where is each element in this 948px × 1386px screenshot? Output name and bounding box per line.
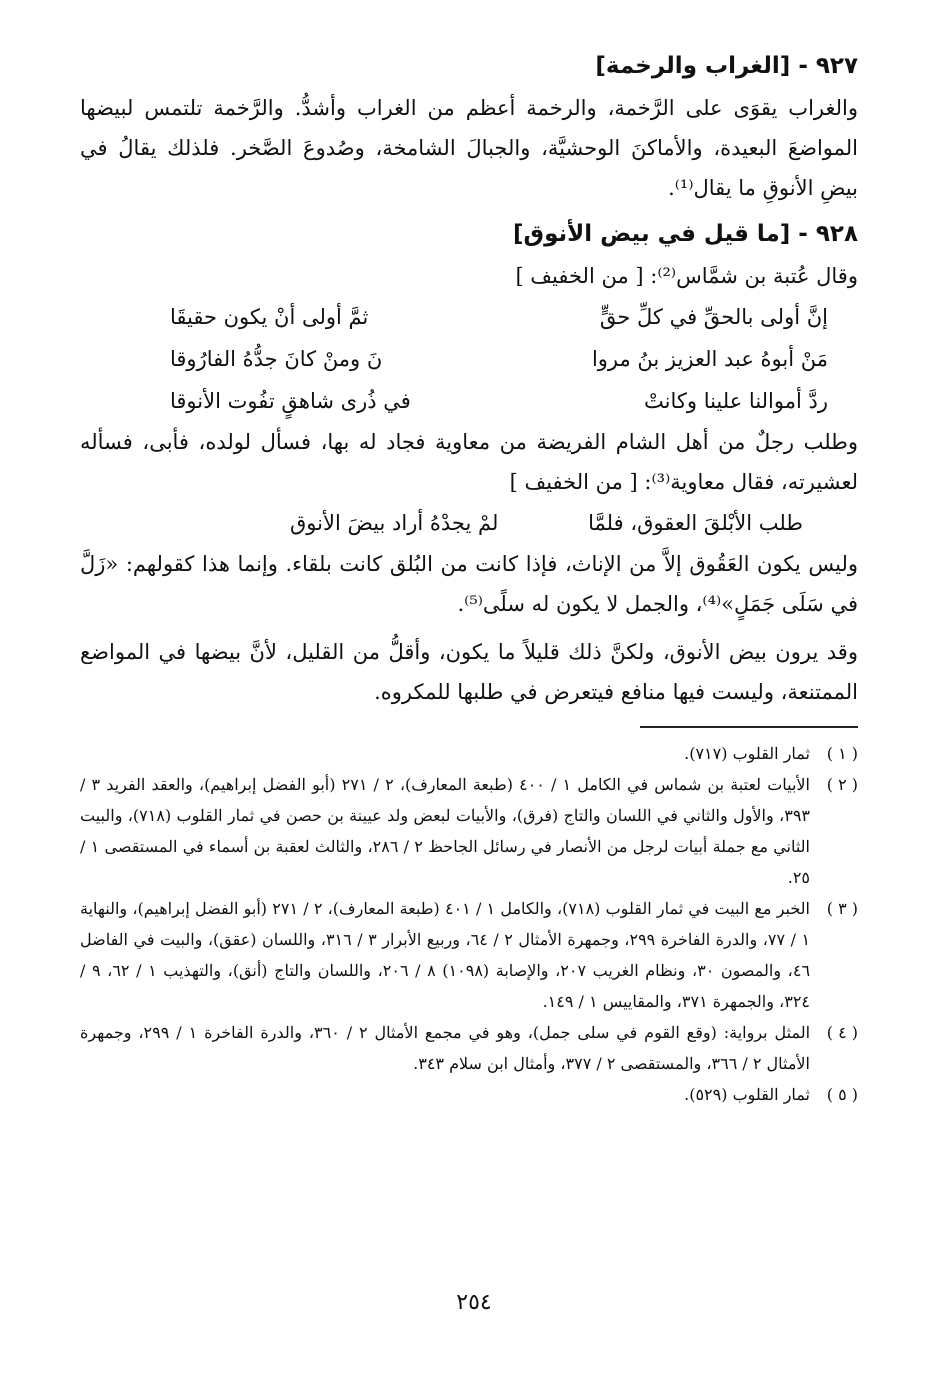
footnote-2-number: ( ٢ ): [826, 775, 858, 794]
footnote-3-number: ( ٣ ): [826, 899, 858, 918]
footnote-3: [80, 893, 858, 1017]
verse-1-second-hemistich: ثمَّ أولى أنْ يكون حقيقَا: [170, 305, 369, 329]
paragraph-muawiya-story: وطلب رجلٌ من أهل الشام الفريضة من معاوية فجاد له بها، فسأل لولده، فأبى، فسأله لعشيرته، فقال معاوية⁽³⁾: [ من الخفيف ]: [80, 430, 858, 494]
book-page: [80, 40, 858, 1110]
footnote-4-text: المثل برواية: (وقع القوم في سلى جمل)، وهو في مجمع الأمثال ٢ / ٣٦٠، والدرة الفاخرة ١ / ٢٩٩، وجمهرة الأمثال ٢ / ٣٦٦، والمستقصى ٢ / ٣٧٧، وأمثال ابن سلام ٣٤٣.: [80, 1023, 811, 1073]
verse-muawiya-first-hemistich: طلب الأبْلقَ العقوق، فلمَّا: [588, 511, 803, 535]
footnote-4: [80, 1017, 858, 1079]
page-number: ٢٥٤: [456, 1290, 492, 1315]
footnote-5-text: ثمار القلوب (٥٢٩).: [684, 1085, 810, 1104]
verse-line-3: [80, 380, 858, 422]
footnote-4-number: ( ٤ ): [826, 1023, 858, 1042]
verse-3-second-hemistich: في ذُرى شاهقٍ تفُوت الأنوقا: [170, 389, 411, 413]
footnote-2-text: الأبيات لعتبة بن شماس في الكامل ١ / ٤٠٠ (طبعة المعارف)، ٢ / ٢٧١ (أبو الفضل إبراهيم)، والعقد الفريد ٣ / ٣٩٣، والأول والثاني في اللسان والتاج (فرق)، والأبيات لبعض ولد عيينة بن حصن في ثمار القلوب (٧١٨)، والبيت الثاني مع جملة أبيات لرجل من الأنصار في رسائل الجاحظ ٢ / ٢٨٦، والثالث لعقبة بن أسماء في المستقصى ١ / ٢٥.: [80, 775, 811, 887]
verse-intro-utba: وقال عُتبة بن شمَّاس⁽²⁾: [ من الخفيف ]: [515, 264, 858, 288]
verse-muawiya-second-hemistich: لمْ يجدْهُ أراد بيضَ الأنوق: [290, 511, 499, 535]
verse-line-1: [80, 296, 858, 338]
footnote-5: [80, 1079, 858, 1110]
footnote-divider: [640, 726, 858, 728]
paragraph-crow-vulture: والغراب يقوَى على الرَّخمة، والرخمة أعظم من الغراب وأشدُّ. والرَّخمة تلتمس لبيضها المواضعَ البعيدة، والأماكنَ الوحشيَّة، والجبالَ الشامخة، وصُدوعَ الصَّخر. فلذلك يقالُ في بيضِ الأنوقِ ما يقال⁽¹⁾.: [80, 96, 858, 200]
footnote-1: [80, 738, 858, 769]
section-heading-928: ٩٢٨ - [ما قيل في بيض الأنوق]: [513, 221, 858, 247]
verse-line-2: [80, 338, 858, 380]
footnote-2: [80, 769, 858, 893]
paragraph-anuq-eggs: وقد يرون بيض الأنوق، ولكنَّ ذلك قليلاً ما يكون، وأقلُّ من القليل، لأنَّ بيضها في المواضع الممتنعة، وليست فيها منافع فيتعرض في طلبها للمكروه.: [80, 640, 858, 704]
verse-1-first-hemistich: إنَّ أولى بالحقِّ في كلِّ حقٍّ: [599, 305, 828, 329]
footnote-5-number: ( ٥ ): [826, 1085, 858, 1104]
footnote-3-text: الخبر مع البيت في ثمار القلوب (٧١٨)، والكامل ١ / ٤٠١ (طبعة المعارف)، ٢ / ٢٧١ (أبو الفضل إبراهيم)، والنهاية ١ / ٧٧، والدرة الفاخرة ٢٩٩، وجمهرة الأمثال ٢ / ٦٤، وربيع الأبرار ٣ / ٣١٦، واللسان (عقق)، والبيت في الفاضل ٤٦، والمصون ٣٠، ونظام الغريب ٢٠٧، والإصابة (١٠٩٨) ٨ / ٢٠٦، واللسان والتاج (أنق)، والتهذيب ١ / ٦٢، ٩ / ٣٢٤، والجمهرة ٣٧١، والمقاييس ١ / ١٤٩.: [80, 899, 811, 1011]
section-heading-927: ٩٢٧ - [الغراب والرخمة]: [595, 53, 858, 79]
verse-2-second-hemistich: نَ ومنْ كانَ جدُّهُ الفارُوقا: [170, 347, 383, 371]
verse-line-muawiya: [80, 502, 858, 544]
paragraph-uquq: وليس يكون العَقُوق إلاَّ من الإناث، فإذا كانت من البُلق كانت بلقاء. وإنما هذا كقولهم: «زَلَّ في سَلَى جَمَلٍ»⁽⁴⁾، والجمل لا يكون له سلًى⁽⁵⁾.: [80, 552, 858, 616]
footnote-1-number: ( ١ ): [826, 744, 858, 763]
verse-2-first-hemistich: مَنْ أبوهُ عبد العزيز بنُ مروا: [591, 347, 828, 371]
verse-3-first-hemistich: ردَّ أموالنا علينا وكانتْ: [644, 389, 828, 413]
footnote-1-text: ثمار القلوب (٧١٧).: [684, 744, 810, 763]
